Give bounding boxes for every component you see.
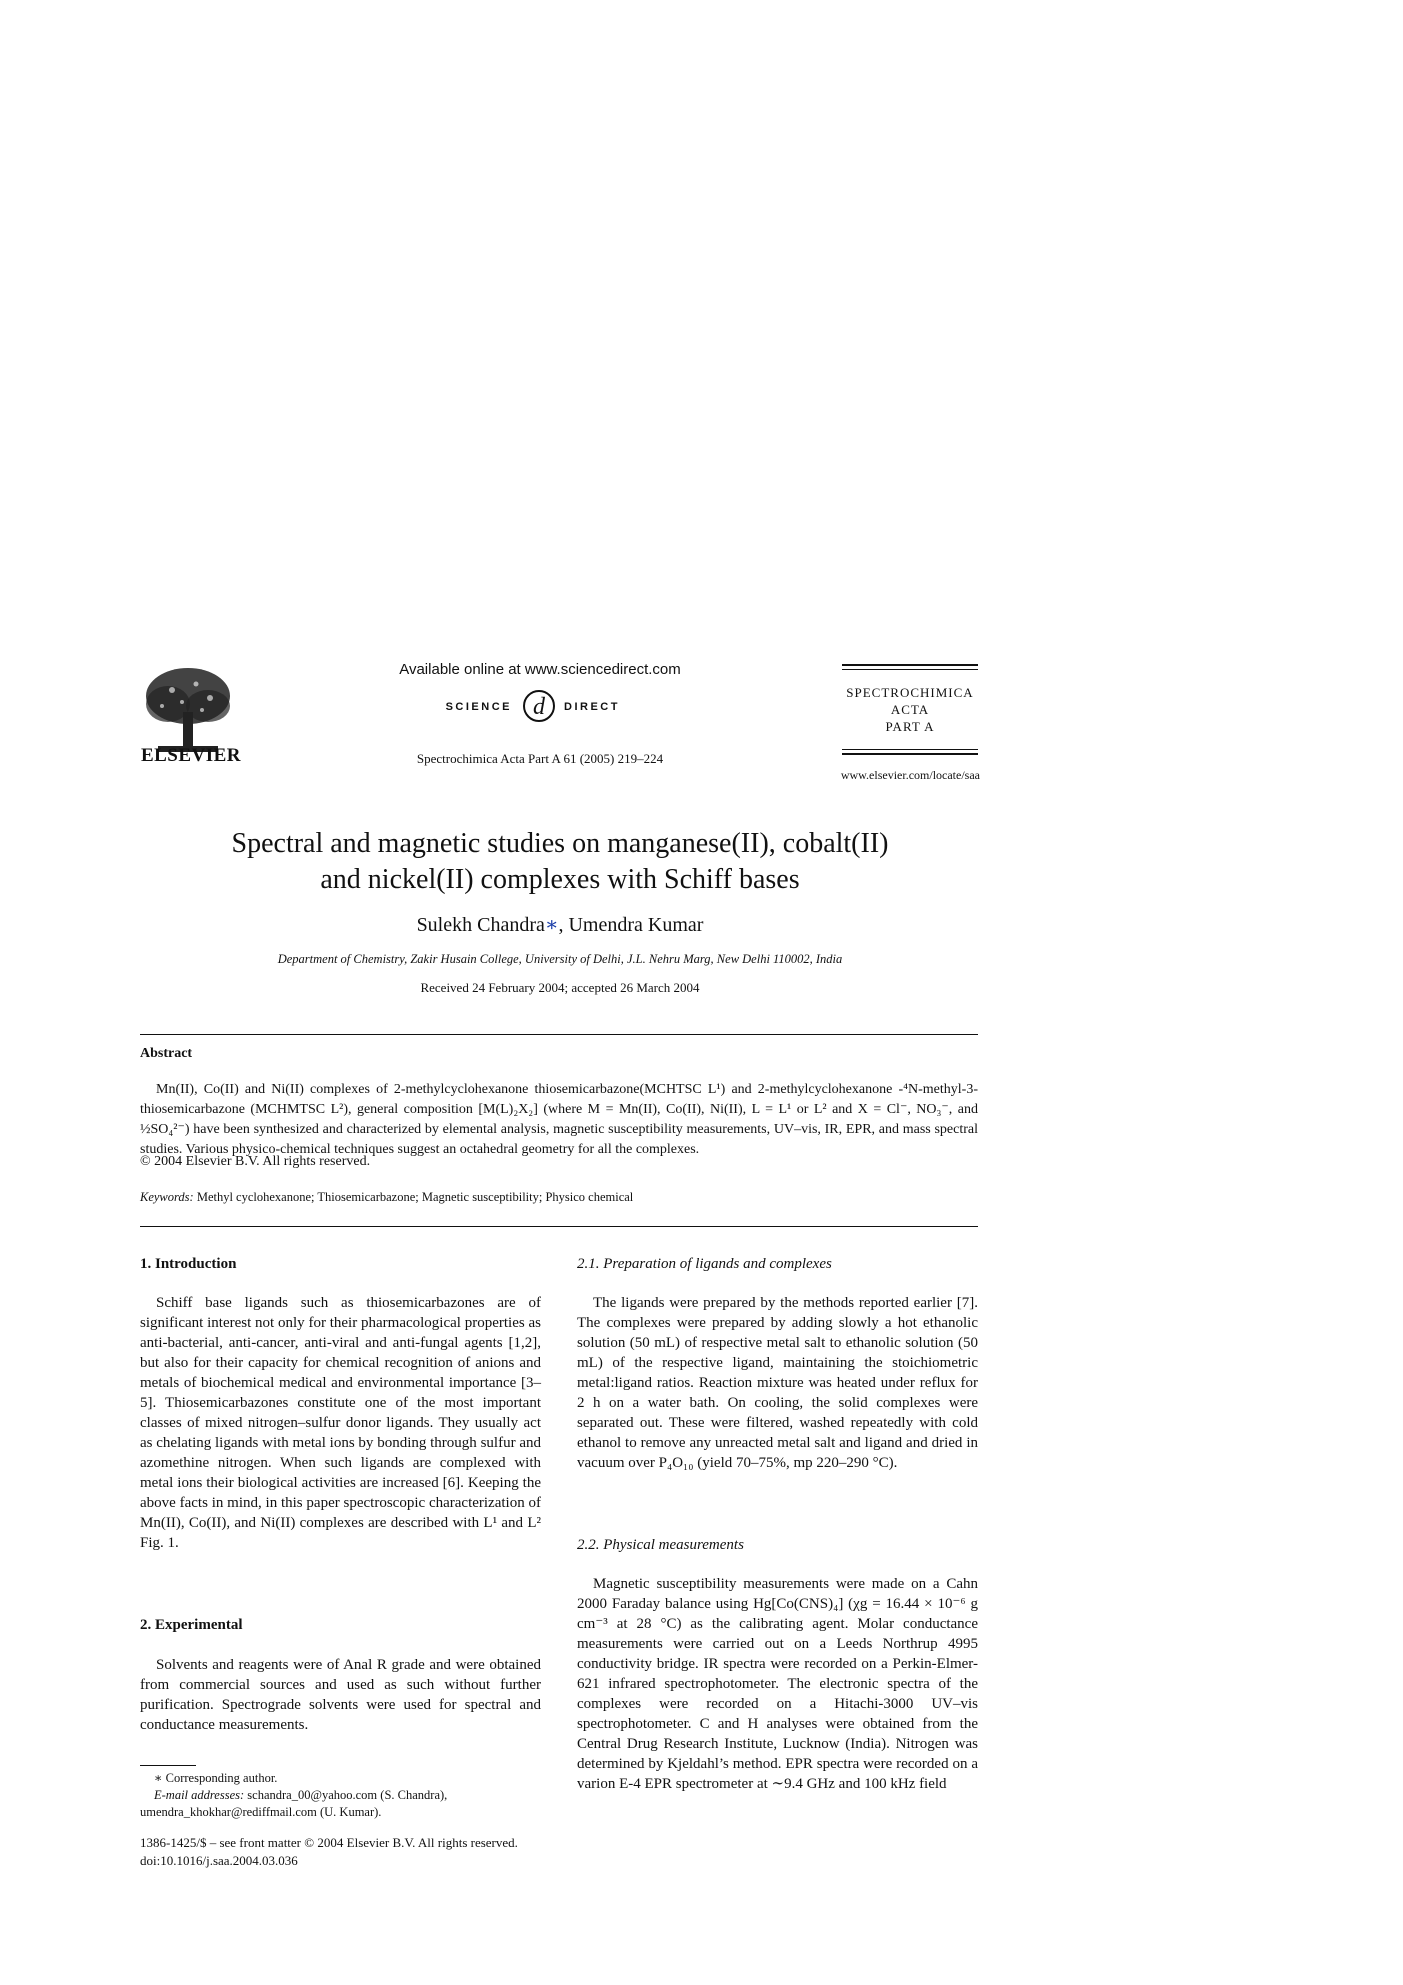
journal-reference: Spectrochimica Acta Part A 61 (2005) 219–224 — [416, 751, 664, 766]
email-label: E-mail addresses: — [154, 1788, 245, 1802]
rule — [842, 749, 978, 750]
footnote-email — [140, 1787, 541, 1804]
received-dates: Received 24 February 2004; accepted 26 March 2004 — [420, 980, 700, 995]
journal-title-box — [842, 664, 978, 758]
article-meta — [140, 1834, 541, 1870]
keywords-label: Keywords: — [140, 1190, 194, 1204]
footnote-rule — [140, 1765, 196, 1766]
title-line: and nickel(II) complexes with Schiff bases — [320, 864, 800, 895]
available-online-text[interactable]: Available online at www.sciencedirect.com — [399, 661, 681, 678]
corresponding-author-mark[interactable]: ∗ — [544, 914, 559, 936]
author-list — [160, 912, 960, 937]
sciencedirect-logo — [440, 684, 640, 726]
section-heading-experimental: 2. Experimental — [140, 1617, 243, 1633]
title-line: Spectral and magnetic studies on manganese(II), cobalt(II) — [231, 828, 889, 859]
svg-text:d: d — [533, 694, 545, 720]
email-address[interactable]: umendra_khokhar@rediffmail.com (U. Kumar). — [140, 1805, 382, 1819]
doi-line[interactable]: doi:10.1016/j.saa.2004.03.036 — [140, 1853, 298, 1868]
rule — [842, 753, 978, 755]
article-title — [160, 826, 960, 898]
footnotes — [140, 1770, 541, 1821]
issn-line: 1386-1425/$ – see front matter © 2004 Elsevier B.V. All rights reserved. — [140, 1835, 518, 1850]
introduction-body — [140, 1293, 541, 1553]
publisher-name: ELSEVIER — [140, 745, 242, 766]
abstract-bottom-rule — [140, 1226, 978, 1227]
paragraph: The ligands were prepared by the methods reported earlier [7]. The complexes were prepared by adding slowly a hot ethanolic solution (50 mL) of respective metal salt to ethanolic solution (50 mL) of the respective ligand, maintaining the stoichiometric metal:ligand ratios. Reaction mixture was heated under reflux for 2 h on a water bath. On cooling, the solid complexes were separated out. These were filtered, washed repeatedly with cold ethanol to remove any unreacted metal salt and ligand and dried in vacuum over P₄O₁₀ (yield 70–75%, mp 220–290 °C). — [577, 1295, 978, 1471]
abstract-heading: Abstract — [140, 1046, 193, 1061]
section-heading-physical-measurements: 2.2. Physical measurements — [577, 1537, 744, 1553]
rule — [842, 664, 978, 666]
author-name: Sulekh Chandra — [416, 914, 545, 936]
journal-box-line: ACTA — [890, 702, 930, 717]
experimental-body — [140, 1655, 541, 1735]
section-heading-introduction: 1. Introduction — [140, 1256, 237, 1272]
preparation-body — [577, 1293, 978, 1473]
affiliation: Department of Chemistry, Zakir Husain College, University of Delhi, J.L. Nehru Marg, New Delhi 110002, India — [277, 952, 843, 966]
keywords-list: Methyl cyclohexanone; Thiosemicarbazone; Magnetic susceptibility; Physico chemical — [193, 1190, 634, 1204]
email-address[interactable]: schandra_00@yahoo.com (S. Chandra), — [244, 1788, 448, 1802]
abstract-copyright: © 2004 Elsevier B.V. All rights reserved. — [140, 1154, 371, 1169]
sciencedirect-right-text: DIRECT — [564, 701, 620, 713]
abstract-top-rule — [140, 1034, 978, 1035]
paragraph: Solvents and reagents were of Anal R grade and were obtained from commercial sources and used as such without further purification. Spectrograde solvents were used for spectral and conductance measurements. — [140, 1657, 541, 1733]
rule — [842, 669, 978, 670]
keywords — [140, 1190, 978, 1205]
section-heading-preparation: 2.1. Preparation of ligands and complexes — [577, 1256, 832, 1272]
abstract-body: Mn(II), Co(II) and Ni(II) complexes of 2-methylcyclohexanone thiosemicarbazone(MCHTSC L¹) and 2-methylcyclohexanone -⁴N-methyl-3-thiosemicarbazone (MCHMTSC L²), general composition [M(L)₂X₂] (where M = Mn(II), Co(II), Ni(II), L = L¹ or L² and X = Cl⁻, NO₃⁻, and ½SO₄²⁻) have been synthesized and characterized by elemental analysis, magnetic susceptibility measurements, UV–vis, IR, EPR, and mass spectral studies. Various physico-chemical techniques suggest an octahedral geometry for all the complexes. — [140, 1082, 978, 1157]
physical-measurements-body — [577, 1574, 978, 1794]
paragraph: Schiff base ligands such as thiosemicarbazones are of significant interest not only for their pharmacological properties as anti-bacterial, anti-cancer, anti-viral and anti-fungal agents [1,2], but also for their capacity for chemical recognition of anions and metals of biochemical medical and environmental importance [3–5]. Thiosemicarbazones constitute one of the most important classes of mixed nitrogen–sulfur donor ligands. They usually act as chelating ligands with metal ions by bonding through sulfur and azomethine nitrogen. When such ligands are complexed with metal ions their biological activities are increased [6]. Keeping the above facts in mind, in this paper spectroscopic characterization of Mn(II), Co(II), and Ni(II) complexes are described with L¹ and L² Fig. 1. — [140, 1295, 541, 1551]
footnote-corresponding: ∗ Corresponding author. — [154, 1771, 278, 1785]
paragraph: Magnetic susceptibility measurements were made on a Cahn 2000 Faraday balance using Hg[Co(CNS)₄] (χg = 16.44 × 10⁻⁶ g cm⁻³ at 28 °C) as the calibrating agent. Molar conductance measurements were carried out on a Leeds Northrup 4995 conductivity bridge. IR spectra were recorded on a Perkin-Elmer-621 infrared spectrophotometer. The electronic spectra of the complexes were recorded on a Hitachi-3000 UV–vis spectrophotometer. C and H analyses were obtained from the Central Drug Research Institute, Lucknow (India). Nitrogen was determined by Kjeldahl’s method. EPR spectra were recorded on a varion E-4 EPR spectrometer at ∼9.4 GHz and 100 kHz field — [577, 1576, 978, 1792]
journal-box-line: SPECTROCHIMICA — [846, 685, 974, 700]
sciencedirect-left-text: SCIENCE — [445, 701, 512, 713]
journal-url[interactable]: www.elsevier.com/locate/saa — [840, 768, 980, 782]
journal-box-line: PART A — [885, 719, 935, 734]
author-name: , Umendra Kumar — [558, 914, 704, 936]
